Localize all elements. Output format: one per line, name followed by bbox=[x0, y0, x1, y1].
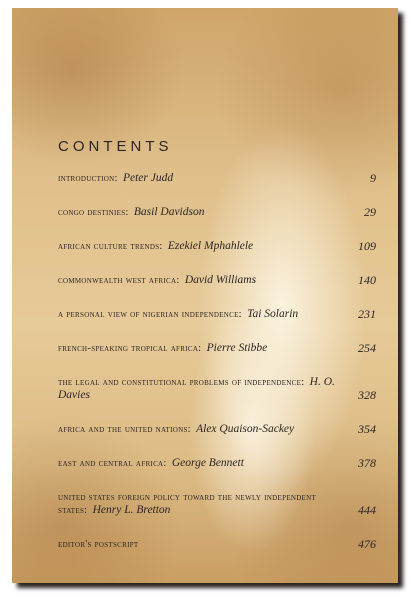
table-of-contents bbox=[58, 138, 376, 572]
entry-author: Tai Solarin bbox=[247, 308, 299, 320]
entry-page-number: 140 bbox=[358, 273, 376, 287]
entry-author: Henry L. Bretton bbox=[92, 504, 171, 516]
entry-title: congo destinies: bbox=[58, 207, 129, 218]
entry-page-number: 109 bbox=[358, 239, 376, 253]
contents-entry bbox=[58, 376, 376, 402]
book-page bbox=[12, 8, 398, 583]
entry-page-number: 254 bbox=[358, 341, 376, 355]
entry-title: commonwealth west africa: bbox=[58, 275, 180, 286]
contents-entry bbox=[58, 423, 376, 436]
entry-author: David Williams bbox=[184, 274, 257, 286]
entry-title: a personal view of nigerian independence: bbox=[58, 309, 242, 320]
entry-page-number: 354 bbox=[358, 422, 376, 436]
entry-title: the legal and constitutional problems of independence: bbox=[58, 377, 305, 388]
contents-list bbox=[58, 172, 376, 551]
entry-page-number: 444 bbox=[358, 503, 376, 517]
entry-title: united states foreign policy toward the newly independent states: bbox=[58, 492, 317, 516]
entry-title: african culture trends: bbox=[58, 241, 163, 252]
contents-entry bbox=[58, 308, 376, 321]
entry-title: africa and the united nations: bbox=[58, 424, 191, 435]
entry-page-number: 476 bbox=[358, 537, 376, 551]
contents-entry bbox=[58, 240, 376, 253]
contents-entry bbox=[58, 491, 376, 517]
entry-author: Peter Judd bbox=[122, 172, 174, 184]
entry-page-number: 378 bbox=[358, 456, 376, 470]
contents-entry bbox=[58, 538, 376, 551]
entry-title: editor's postscript bbox=[58, 539, 139, 550]
entry-page-number: 231 bbox=[358, 307, 376, 321]
entry-author: George Bennett bbox=[171, 457, 244, 469]
entry-author: Ezekiel Mphahlele bbox=[167, 240, 254, 252]
contents-entry bbox=[58, 172, 376, 185]
entry-page-number: 29 bbox=[364, 205, 376, 219]
entry-author: H. O. Davies bbox=[58, 376, 335, 401]
entry-title: french-speaking tropical africa: bbox=[58, 343, 202, 354]
contents-entry bbox=[58, 457, 376, 470]
contents-entry bbox=[58, 274, 376, 287]
entry-author: Basil Davidson bbox=[133, 206, 205, 218]
entry-title: introduction: bbox=[58, 173, 118, 184]
entry-title: east and central africa: bbox=[58, 458, 167, 469]
contents-heading: CONTENTS bbox=[58, 138, 173, 155]
entry-author: Pierre Stibbe bbox=[206, 342, 268, 354]
entry-page-number: 9 bbox=[370, 171, 376, 185]
entry-author: Alex Quaison-Sackey bbox=[196, 423, 295, 435]
contents-entry bbox=[58, 342, 376, 355]
entry-page-number: 328 bbox=[358, 388, 376, 402]
contents-entry bbox=[58, 206, 376, 219]
